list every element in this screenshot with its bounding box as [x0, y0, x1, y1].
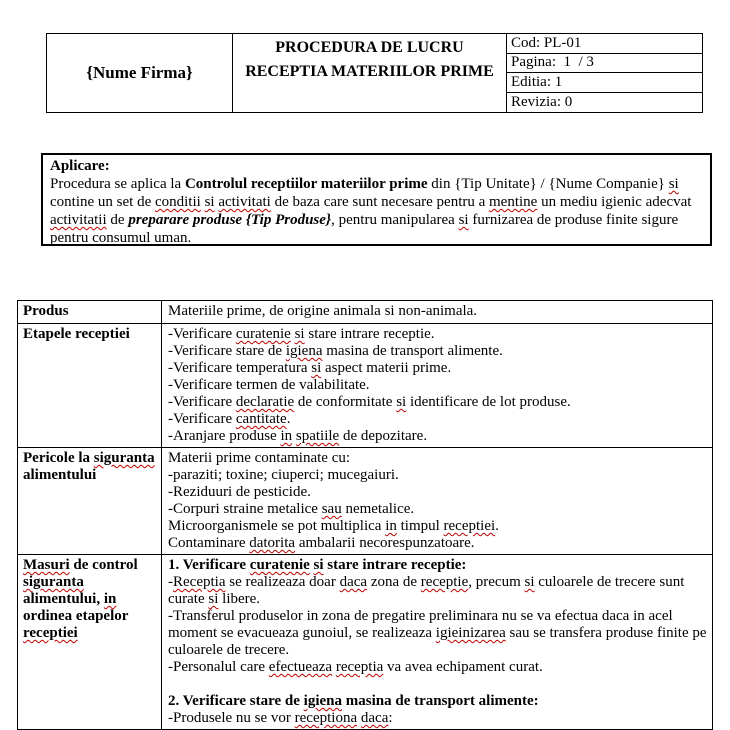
- text-run: sau se transfera produse finite pe culoarele de trecere.: [168, 625, 707, 658]
- text-run: Procedura se aplica la: [50, 176, 185, 192]
- text-run: Pericole la: [23, 450, 94, 466]
- misspelled-word: si: [208, 591, 219, 607]
- text-run: ambalarii necorespunzatoare.: [295, 535, 475, 551]
- text-run: Materiile prime, de origine animala si non-animala.: [168, 303, 478, 319]
- text-run: va avea echipament curat.: [383, 659, 543, 675]
- table-row: [18, 554, 712, 729]
- title-line-2: RECEPTIA MATERIILOR PRIME: [245, 63, 494, 80]
- paragraph: [168, 693, 708, 710]
- paragraph: [168, 659, 708, 676]
- paragraph: [168, 557, 708, 574]
- meta-cod: Cod: PL-01: [507, 34, 702, 54]
- text-run: .: [286, 411, 291, 427]
- misspelled-word: spatiile: [295, 428, 340, 444]
- table-row: [18, 323, 712, 447]
- procedure-table: [17, 300, 713, 730]
- misspelled-word: si: [668, 176, 679, 192]
- text-run: ordinea etapelor: [23, 608, 129, 624]
- document-title-cell: [233, 34, 507, 112]
- text-run: -paraziti; toxine; ciuperci; mucegaiuri.: [168, 467, 399, 483]
- misspelled-word: daca: [339, 574, 368, 590]
- document-header-table: [46, 33, 703, 113]
- text-run: zona de: [367, 574, 421, 590]
- table-row: [18, 447, 712, 554]
- misspelled-word: in: [103, 591, 117, 607]
- text-run: :: [388, 710, 393, 726]
- text-run: Etapele receptiei: [23, 326, 130, 342]
- misspelled-word: Masuri: [23, 557, 70, 573]
- text-run: alimentului,: [23, 591, 104, 607]
- misspelled-word: si: [313, 557, 324, 573]
- misspelled-word: curatenie: [249, 557, 310, 573]
- text-run: de control: [69, 557, 138, 573]
- text-run: timpul: [396, 518, 444, 534]
- text-run: , precum: [468, 574, 525, 590]
- misspelled-word: igiena: [303, 693, 343, 709]
- misspelled-word: si: [458, 212, 469, 228]
- text-run: se realizeaza doar: [225, 574, 340, 590]
- paragraph: [168, 326, 708, 343]
- text-run: culoarele de trecere sunt curate: [168, 574, 685, 607]
- row-label: [18, 324, 162, 447]
- paragraph: [168, 608, 708, 659]
- misspelled-word: curatenie: [235, 326, 291, 342]
- text-run: din {Tip Unitate} / {Nume Companie}: [427, 176, 669, 192]
- misspelled-word: Receptia: [173, 574, 226, 590]
- misspelled-word: receptiei: [23, 625, 78, 641]
- paragraph: [168, 501, 708, 518]
- paragraph: [168, 676, 708, 693]
- misspelled-word: activitatii: [50, 212, 107, 228]
- company-name-cell: {Nume Firma}: [47, 34, 233, 112]
- misspelled-word: si: [204, 194, 215, 210]
- text-run: -Verificare: [168, 326, 236, 342]
- misspelled-word: cantitate: [235, 411, 287, 427]
- misspelled-word: si: [294, 326, 305, 342]
- misspelled-word: receptie: [420, 574, 469, 590]
- paragraph: [168, 411, 708, 428]
- paragraph: [168, 535, 708, 552]
- misspelled-word: si: [311, 360, 322, 376]
- row-content: [162, 448, 712, 554]
- misspelled-word: datorita: [249, 535, 296, 551]
- paragraph: [168, 377, 708, 394]
- row-content: [162, 324, 712, 447]
- misspelled-word: mentine: [489, 194, 538, 210]
- text-run: masina de transport alimente:: [342, 693, 539, 709]
- paragraph: [168, 450, 708, 467]
- text-run: furnizarea de produse finite sigure pentru consumul uman.: [50, 212, 679, 246]
- text-run: stare intrare receptie.: [304, 326, 435, 342]
- row-label: [18, 555, 162, 729]
- misspelled-word: si: [396, 394, 407, 410]
- text-run: -Aranjare produse: [168, 428, 281, 444]
- title-line-1: PROCEDURA DE LUCRU: [275, 39, 464, 56]
- text-run: de: [106, 212, 129, 228]
- paragraph: [168, 303, 708, 320]
- paragraph: [168, 518, 708, 535]
- aplicare-body: [50, 175, 703, 247]
- meta-pagina: Pagina: 1 / 3: [507, 54, 702, 74]
- paragraph: [168, 574, 708, 608]
- text-run: -Reziduuri de pesticide.: [168, 484, 311, 500]
- text-run: aspect materii prime.: [321, 360, 452, 376]
- row-label: [18, 448, 162, 554]
- paragraph: [168, 360, 708, 377]
- misspelled-word: in: [280, 428, 293, 444]
- text-run: libere.: [218, 591, 261, 607]
- text-run: Controlul receptiilor materiilor prime: [184, 176, 428, 192]
- text-run: -: [168, 574, 173, 590]
- misspelled-word: siguranta: [93, 450, 155, 466]
- text-run: -Produsele nu se vor: [168, 710, 295, 726]
- paragraph: [168, 428, 708, 445]
- text-run: alimentului: [23, 467, 97, 483]
- paragraph: [168, 484, 708, 501]
- aplicare-heading: Aplicare:: [50, 158, 110, 174]
- misspelled-word: daca: [360, 710, 389, 726]
- text-run: contine un set de: [50, 194, 155, 210]
- text-run: 2. Verificare stare de: [168, 693, 304, 709]
- text-run: de depozitare.: [339, 428, 428, 444]
- misspelled-word: efectueaza: [268, 659, 333, 675]
- misspelled-word: activitati: [218, 194, 271, 210]
- text-run: [168, 676, 172, 692]
- misspelled-word: receptiona: [294, 710, 358, 726]
- text-run: de conformitate: [294, 394, 397, 410]
- text-run: -Verificare: [168, 394, 236, 410]
- text-run: .: [495, 518, 499, 534]
- misspelled-word: declaratie: [235, 394, 295, 410]
- text-run: -Transferul produselor in zona de pregatire preliminara nu se va efectua daca in acel moment se evacueaza gunoiul, se realizeaza: [168, 608, 673, 641]
- misspelled-word: receptia: [335, 659, 384, 675]
- misspelled-word: conditii: [154, 194, 201, 210]
- row-content: [162, 555, 712, 729]
- text-run: -Verificare termen de valabilitate.: [168, 377, 370, 393]
- aplicare-box: [41, 153, 712, 246]
- text-run: de baza care sunt necesare pentru a: [270, 194, 490, 210]
- text-run: masina de transport alimente.: [322, 343, 503, 359]
- text-run: 1. Verificare: [168, 557, 250, 573]
- text-run: -Corpuri straine metalice: [168, 501, 322, 517]
- text-run: identificare de lot produse.: [406, 394, 571, 410]
- misspelled-word: igiena: [285, 343, 323, 359]
- paragraph: [168, 710, 708, 727]
- row-label: [18, 301, 162, 323]
- text-run: Materii prime contaminate cu:: [168, 450, 351, 466]
- meta-editia: Editia: 1: [507, 73, 702, 93]
- text-run: stare intrare receptie:: [323, 557, 467, 573]
- meta-revizia: Revizia: 0: [511, 93, 573, 110]
- text-run: -Personalul care: [168, 659, 269, 675]
- text-run: , pentru manipularea: [331, 212, 459, 228]
- text-run: Contaminare: [168, 535, 250, 551]
- text-run: Produs: [23, 303, 69, 319]
- text-run: preparare produse {Tip Produse}: [128, 212, 332, 228]
- row-content: [162, 301, 712, 323]
- paragraph: [168, 343, 708, 360]
- text-run: -Verificare temperatura: [168, 360, 312, 376]
- text-run: -Verificare stare de: [168, 343, 286, 359]
- misspelled-word: in: [385, 518, 397, 534]
- misspelled-word: receptiei: [443, 518, 496, 534]
- paragraph: [168, 467, 708, 484]
- misspelled-word: igieinizarea: [435, 625, 506, 641]
- table-row: [18, 301, 712, 323]
- misspelled-word: sau: [321, 501, 342, 517]
- paragraph: [168, 394, 708, 411]
- misspelled-word: siguranta: [23, 574, 84, 590]
- text-run: -Verificare: [168, 411, 236, 427]
- text-run: un mediu igienic adecvat: [537, 194, 692, 210]
- text-run: Microorganismele se pot multiplica: [168, 518, 386, 534]
- document-meta-cell: [507, 34, 702, 112]
- text-run: nemetalice.: [341, 501, 415, 517]
- misspelled-word: si: [524, 574, 535, 590]
